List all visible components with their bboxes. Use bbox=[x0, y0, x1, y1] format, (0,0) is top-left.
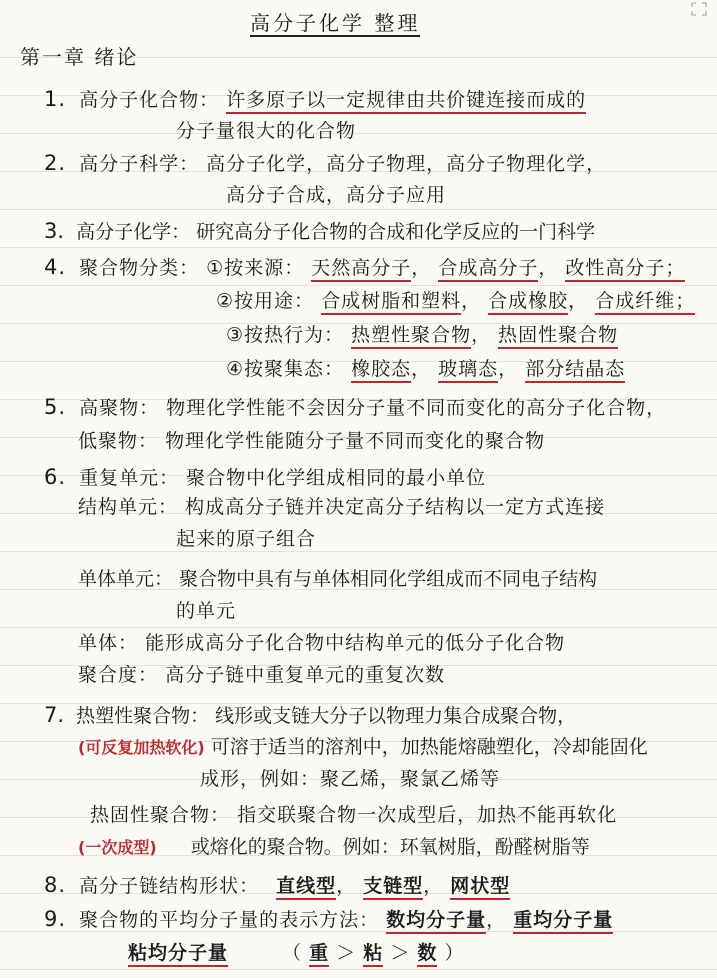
item-5-line-1 bbox=[44, 394, 666, 421]
polymerization-degree-term: 聚合度： bbox=[78, 664, 159, 686]
item-6-line-1 bbox=[44, 464, 486, 491]
item-number: 4. bbox=[44, 255, 67, 279]
thermoset-term: 热固性聚合物： bbox=[90, 804, 231, 826]
item-7-line-4 bbox=[90, 802, 617, 828]
page-title-text: 高分子化学 整理 bbox=[250, 11, 421, 35]
item-1-definition: 许多原子以一定规律由共价键连接而成的 bbox=[226, 89, 586, 114]
class-by-thermal-label: ③按热行为： bbox=[226, 324, 345, 346]
item-4-line-2: ②按用途： 合成树脂和塑料， 合成橡胶， 合成纤维； bbox=[216, 288, 695, 314]
class-glassy: 玻璃态 bbox=[438, 358, 498, 383]
item-5-line-2 bbox=[78, 428, 545, 454]
polymerization-degree-definition: 高分子链中重复单元的重复次数 bbox=[165, 664, 446, 686]
item-6-line-5: 的单元 bbox=[176, 600, 237, 622]
order-close: ） bbox=[444, 942, 465, 964]
item-1-line-1 bbox=[44, 86, 586, 113]
item-number: 9. bbox=[44, 907, 67, 931]
shape-branched: 支链型 bbox=[363, 875, 423, 900]
expand-icon bbox=[691, 2, 707, 16]
class-synthetic: 合成高分子 bbox=[438, 257, 538, 282]
item-2-line-2: 高分子合成，高分子应用 bbox=[226, 184, 447, 206]
class-by-source-label: ①按来源： bbox=[206, 257, 305, 279]
item-2-term: 高分子科学： bbox=[79, 153, 200, 175]
oligomer-definition: 物理化学性能随分子量不同而变化的聚合物 bbox=[165, 430, 546, 452]
shape-network: 网状型 bbox=[450, 875, 510, 900]
item-2-definition: 高分子化学，高分子物理，高分子物理化学， bbox=[206, 153, 607, 175]
item-6-line-6 bbox=[78, 630, 565, 656]
item-1-term: 高分子化合物： bbox=[79, 89, 220, 111]
item-4-line-3: ③按热行为： 热塑性聚合物， 热固性聚合物 bbox=[226, 322, 618, 348]
item-1-line-2: 分子量很大的化合物 bbox=[176, 120, 357, 142]
item-6-line-7 bbox=[78, 662, 445, 688]
thermoplastic-definition-cont: 可溶于适当的溶剂中，加热能熔融塑化，冷却能固化 bbox=[210, 736, 648, 758]
item-3-line bbox=[44, 218, 595, 245]
order-gt-1: ＞ bbox=[336, 942, 357, 964]
item-4-line-4: ④按聚集态： 橡胶态， 玻璃态， 部分结晶态 bbox=[226, 356, 625, 382]
shape-linear: 直线型 bbox=[276, 875, 336, 900]
chapter-heading: 第一章 绪论 bbox=[20, 45, 139, 69]
molecular-weight-term: 聚合物的平均分子量的表示方法： bbox=[79, 909, 380, 931]
thermoplastic-note: (可反复加热软化) bbox=[78, 738, 205, 757]
oligomer-term: 低聚物： bbox=[78, 430, 159, 452]
class-thermoset: 热固性聚合物 bbox=[498, 324, 618, 349]
item-3-term: 高分子化学： bbox=[76, 221, 191, 243]
item-8-line: 8. 高分子链结构形状： 直线型， 支链型， 网状型 bbox=[44, 872, 510, 899]
class-thermoplastic: 热塑性聚合物 bbox=[351, 324, 471, 349]
item-3-definition: 研究高分子化合物的合成和化学反应的一门科学 bbox=[196, 221, 596, 243]
class-resin-plastic: 合成树脂和塑料 bbox=[321, 290, 461, 315]
structural-unit-term: 结构单元： bbox=[78, 496, 179, 518]
monomer-unit-term: 单体单元： bbox=[78, 568, 174, 590]
number-average-mw: 数均分子量 bbox=[386, 909, 486, 934]
item-7-line-5 bbox=[78, 834, 590, 861]
class-fiber: 合成纤维； bbox=[595, 290, 695, 315]
thermoset-definition-cont: 或熔化的聚合物。例如：环氧树脂，酚醛树脂等 bbox=[190, 836, 590, 858]
thermoplastic-term: 热塑性聚合物： bbox=[76, 705, 210, 727]
chain-shape-term: 高分子链结构形状： bbox=[79, 875, 260, 897]
repeat-unit-definition: 聚合物中化学组成相同的最小单位 bbox=[186, 467, 487, 489]
order-number: 数 bbox=[417, 942, 437, 967]
viscosity-average-mw: 粘均分子量 bbox=[128, 942, 228, 967]
item-4-line-1: 4. 聚合物分类： ①按来源： 天然高分子， 合成高分子， 改性高分子； bbox=[44, 254, 685, 281]
item-2-line-1 bbox=[44, 150, 606, 177]
item-7-line-2 bbox=[78, 734, 648, 761]
structural-unit-definition: 构成高分子链并决定高分子结构以一定方式连接 bbox=[185, 496, 606, 518]
class-by-use-label: ②按用途： bbox=[216, 290, 315, 312]
item-number: 1. bbox=[44, 87, 67, 111]
class-modified: 改性高分子； bbox=[565, 257, 685, 282]
item-4-term: 聚合物分类： bbox=[79, 257, 200, 279]
item-number: 2. bbox=[44, 151, 67, 175]
order-weight: 重 bbox=[309, 942, 329, 967]
class-rubber: 合成橡胶 bbox=[488, 290, 568, 315]
order-viscosity: 粘 bbox=[363, 942, 383, 967]
high-polymer-definition: 物理化学性能不会因分子量不同而变化的高分子化合物， bbox=[166, 397, 667, 419]
item-number: 8. bbox=[44, 873, 67, 897]
thermoplastic-definition: 线形或支链大分子以物理力集合成聚合物， bbox=[215, 705, 577, 727]
item-number: 7. bbox=[44, 703, 65, 727]
monomer-unit-definition: 聚合物中具有与单体相同化学组成而不同电子结构 bbox=[179, 568, 598, 590]
item-6-line-4 bbox=[78, 566, 597, 592]
item-7-line-1 bbox=[44, 702, 576, 729]
item-number: 6. bbox=[44, 465, 67, 489]
page-title bbox=[250, 10, 420, 37]
monomer-term: 单体： bbox=[78, 632, 139, 654]
item-9-line-2 bbox=[128, 940, 465, 966]
thermoset-note: (一次成型) bbox=[78, 838, 157, 857]
class-rubbery: 橡胶态 bbox=[351, 358, 411, 383]
high-polymer-term: 高聚物： bbox=[79, 397, 160, 419]
class-natural: 天然高分子 bbox=[311, 257, 411, 282]
monomer-definition: 能形成高分子化合物中结构单元的低分子化合物 bbox=[145, 632, 566, 654]
repeat-unit-term: 重复单元： bbox=[79, 467, 180, 489]
class-semicrystalline: 部分结晶态 bbox=[525, 358, 625, 383]
item-9-line-1: 9. 聚合物的平均分子量的表示方法： 数均分子量， 重均分子量 bbox=[44, 906, 613, 933]
order-open: （ bbox=[282, 942, 303, 964]
item-6-line-3: 起来的原子组合 bbox=[176, 528, 317, 550]
weight-average-mw: 重均分子量 bbox=[513, 909, 613, 934]
item-number: 5. bbox=[44, 395, 67, 419]
class-by-state-label: ④按聚集态： bbox=[226, 358, 345, 380]
order-gt-2: ＞ bbox=[390, 942, 411, 964]
thermoset-definition: 指交联聚合物一次成型后，加热不能再软化 bbox=[237, 804, 618, 826]
item-number: 3. bbox=[44, 219, 65, 243]
item-6-line-2 bbox=[78, 494, 605, 520]
item-7-line-3: 成形，例如：聚乙烯，聚氯乙烯等 bbox=[200, 768, 501, 790]
